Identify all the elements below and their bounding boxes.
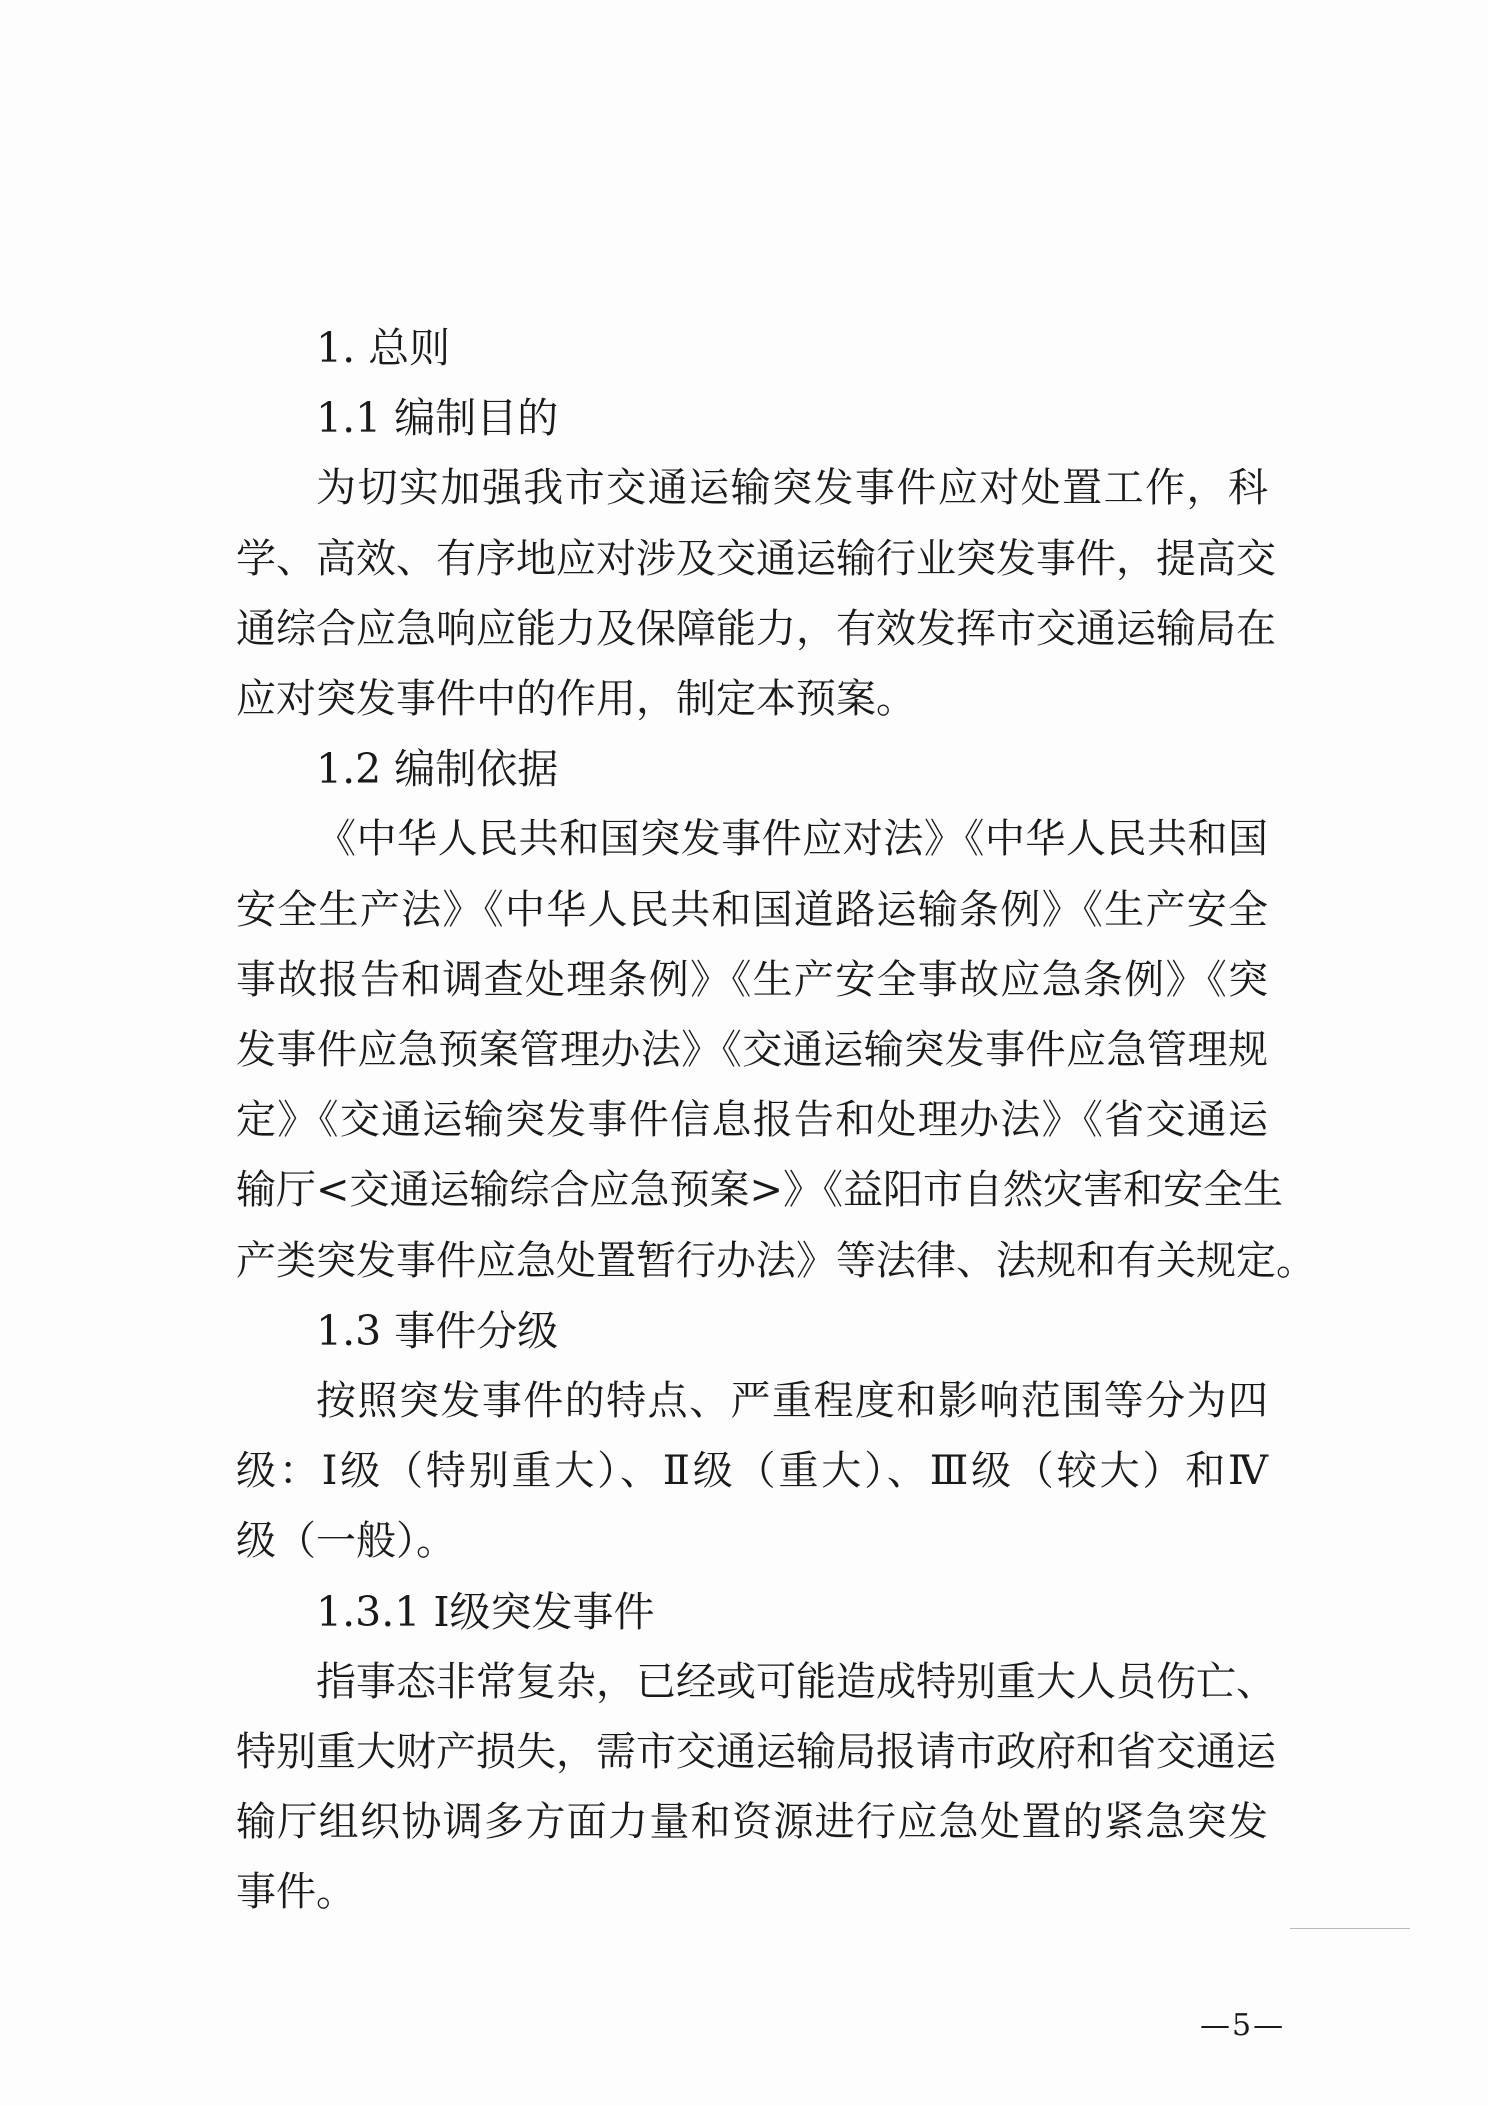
scan-artifact-line — [1290, 1928, 1410, 1929]
section-heading: 1. 总则 — [316, 324, 451, 372]
paragraph-line: 特别重大财产损失，需市交通运输局报请市政府和省交通运 — [236, 1729, 1276, 1775]
section-heading: 1.1 编制目的 — [316, 394, 559, 443]
paragraph-line: 应对突发事件中的作用，制定本预案。 — [236, 676, 916, 722]
paragraph-line: 安全生产法》《中华人民共和国道路运输条例》《生产安全 — [236, 886, 1268, 933]
paragraph-line: 定》《交通运输突发事件信息报告和处理办法》《省交通运 — [236, 1097, 1268, 1144]
paragraph-line: 事故报告和调查处理条例》《生产安全事故应急条例》《突 — [236, 956, 1268, 1003]
paragraph-line: 学、高效、有序地应对涉及交通运输行业突发事件，提高交 — [236, 535, 1276, 582]
section-heading: 1.2 编制依据 — [316, 745, 559, 794]
paragraph-line: 级：Ⅰ级（特别重大）、Ⅱ级（重大）、Ⅲ级（较大）和Ⅳ — [236, 1448, 1268, 1495]
paragraph-line: 事件。 — [236, 1869, 356, 1916]
section-heading: 1.3 事件分级 — [316, 1306, 559, 1355]
page-number: —5— — [1200, 2008, 1286, 2043]
paragraph-line: 级（一般）。 — [236, 1518, 456, 1565]
paragraph-line: 为切实加强我市交通运输突发事件应对处置工作，科 — [316, 465, 1268, 512]
paragraph-line: 按照突发事件的特点、严重程度和影响范围等分为四 — [316, 1378, 1268, 1424]
paragraph-line: 输厅组织协调多方面力量和资源进行应急处置的紧急突发 — [236, 1799, 1268, 1846]
paragraph-line: 指事态非常复杂，已经或可能造成特别重大人员伤亡、 — [316, 1658, 1276, 1705]
section-heading: 1.3.1 Ⅰ级突发事件 — [316, 1587, 655, 1636]
paragraph-line: 输厅<交通运输综合应急预案>》《益阳市自然灾害和安全生 — [236, 1167, 1284, 1214]
paragraph-line: 发事件应急预案管理办法》《交通运输突发事件应急管理规 — [236, 1027, 1268, 1073]
paragraph-line: 通综合应急响应能力及保障能力，有效发挥市交通运输局在 — [236, 605, 1276, 652]
paragraph-line: 《中华人民共和国突发事件应对法》《中华人民共和国 — [316, 816, 1268, 863]
paragraph-line: 产类突发事件应急处置暂行办法》等法律、法规和有关规定。 — [236, 1237, 1316, 1284]
